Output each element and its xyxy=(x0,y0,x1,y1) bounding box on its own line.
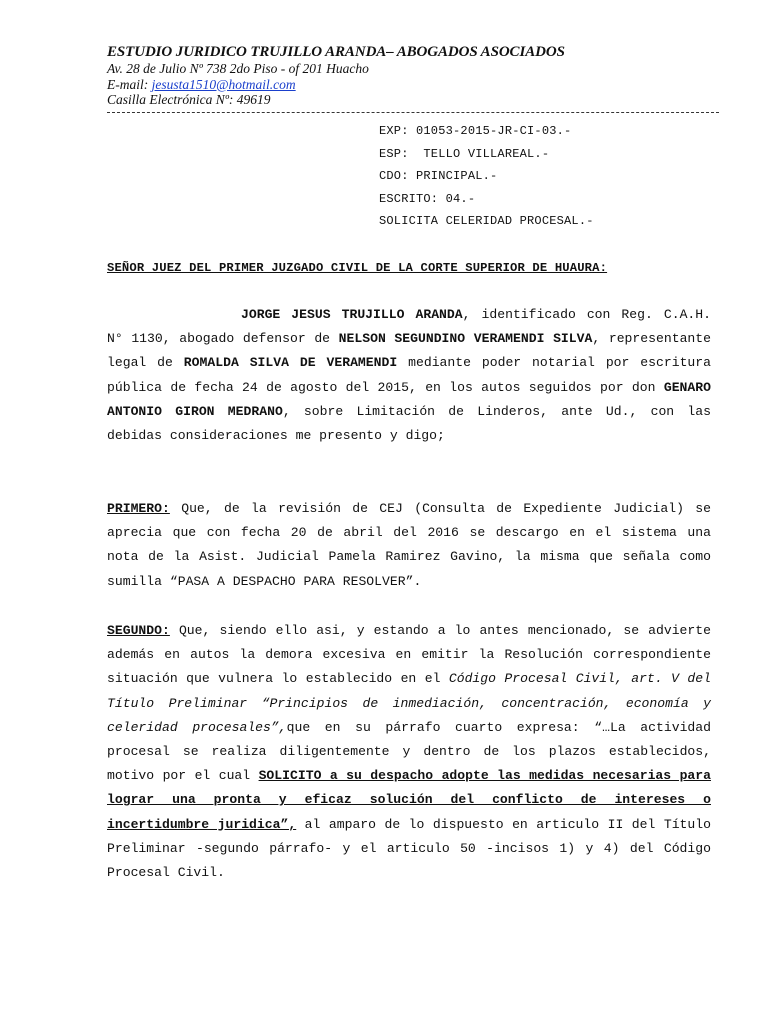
header-divider xyxy=(107,112,719,113)
opposing-party-name: GENARO ANTONIO GIRON MEDRANO xyxy=(107,379,711,419)
segundo-citation: Código Procesal Civil, art. V del Título Preliminar “Principios de inmediación, concentración, economía y celeridad procesales”, xyxy=(107,671,711,735)
email-link[interactable]: jesusta1510@hotmail.com xyxy=(151,76,296,92)
firm-email-line xyxy=(107,77,727,93)
segundo-request: SOLICITO a su despacho adopte las medidas necesarias para lograr una pronta y eficaz solución del conflicto de intereses o incertidumbre juridica”, xyxy=(107,768,711,832)
firm-casilla: Casilla Electrónica Nº: 49619 xyxy=(107,92,271,107)
representative-name: ROMALDA SILVA DE VERAMENDI xyxy=(183,355,398,371)
caption-sumilla: SOLICITA CELERIDAD PROCESAL.- xyxy=(379,214,594,228)
intro-text-3: mediante poder notarial por escritura pública de fecha 24 de agosto del 2015, en los autos seguidos por don xyxy=(107,355,712,395)
letterhead xyxy=(107,44,727,108)
intro-text-1: , identificado con Reg. C.A.H. N° 1130, abogado defensor de xyxy=(107,307,712,347)
addressee: SEÑOR JUEZ DEL PRIMER JUZGADO CIVIL DE LA CORTE SUPERIOR DE HUAURA: xyxy=(107,261,608,275)
caption-exp: EXP: 01053-2015-JR-CI-03.- xyxy=(379,124,572,138)
primero-label: PRIMERO: xyxy=(107,501,170,516)
caption-esp: ESP: TELLO VILLAREAL.- xyxy=(379,146,550,161)
primero-paragraph xyxy=(107,497,711,594)
caption-escrito: ESCRITO: 04.- xyxy=(379,191,476,206)
intro-paragraph xyxy=(107,303,711,448)
intro-text-2: , representante legal de xyxy=(107,331,711,371)
lawyer-name: JORGE JESUS TRUJILLO ARANDA xyxy=(241,307,463,322)
firm-address: Av. 28 de Julio Nº 738 2do Piso - of 201 Huacho xyxy=(107,61,369,76)
caption-cdo: CDO: PRINCIPAL.- xyxy=(379,169,498,183)
segundo-paragraph xyxy=(107,619,711,885)
segundo-label: SEGUNDO: xyxy=(107,623,170,638)
segundo-text-3: al amparo de lo dispuesto en articulo II del Título Preliminar -segundo párrafo- y el articulo 50 -incisos 1) y 4) del Código Procesal Civil. xyxy=(107,816,711,881)
segundo-text-2: que en su párrafo cuarto expresa: “…La actividad procesal se realiza diligentemente y dentro de los plazos establecidos, motivo por el cual xyxy=(107,719,711,784)
primero-text: Que, de la revisión de CEJ (Consulta de Expediente Judicial) se aprecia que con fecha 20 de abril del 2016 se descargo en el sistema una nota de la Asist. Judicial Pamela Ramirez Gavino, la misma que señala como sumilla “PASA A DESPACHO PARA RESOLVER”. xyxy=(107,501,711,589)
segundo-text-1: Que, siendo ello asi, y estando a lo antes mencionado, se advierte además en autos la demora excesiva en emitir la Resolución correspondiente situación que vulnera lo establecido en el xyxy=(107,623,711,687)
client-name: NELSON SEGUNDINO VERAMENDI SILVA xyxy=(338,331,593,347)
case-caption xyxy=(379,120,719,233)
firm-name: ESTUDIO JURIDICO TRUJILLO ARANDA– ABOGADOS ASOCIADOS xyxy=(107,44,565,60)
email-label: E-mail: xyxy=(107,76,152,92)
intro-text-4: , sobre Limitación de Linderos, ante Ud., con las debidas consideraciones me presento y digo; xyxy=(107,403,711,444)
